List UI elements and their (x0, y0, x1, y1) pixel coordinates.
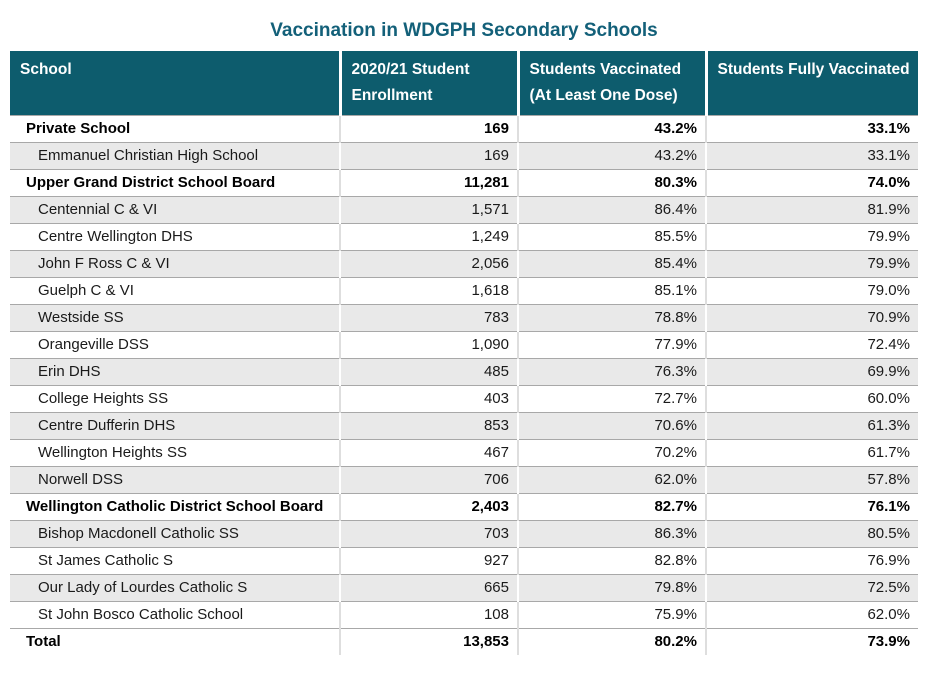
one-dose-cell: 82.8% (518, 547, 706, 574)
table-row (10, 358, 918, 385)
fully-vaccinated-cell: 74.0% (706, 169, 918, 196)
one-dose-cell: 82.7% (518, 493, 706, 520)
header-row (10, 51, 918, 115)
one-dose-cell: 72.7% (518, 385, 706, 412)
school-name-cell: Private School (10, 115, 340, 142)
school-name-cell: Total (10, 628, 340, 655)
school-name-cell: Centre Wellington DHS (10, 223, 340, 250)
table-row (10, 331, 918, 358)
table-row (10, 385, 918, 412)
vaccination-table (10, 51, 918, 655)
table-row (10, 196, 918, 223)
table-row (10, 223, 918, 250)
enrollment-cell: 1,618 (340, 277, 518, 304)
one-dose-cell: 78.8% (518, 304, 706, 331)
one-dose-cell: 79.8% (518, 574, 706, 601)
fully-vaccinated-cell: 33.1% (706, 115, 918, 142)
enrollment-cell: 13,853 (340, 628, 518, 655)
one-dose-cell: 85.4% (518, 250, 706, 277)
enrollment-cell: 853 (340, 412, 518, 439)
column-header: School (10, 51, 340, 115)
enrollment-cell: 1,249 (340, 223, 518, 250)
one-dose-cell: 86.3% (518, 520, 706, 547)
enrollment-cell: 706 (340, 466, 518, 493)
fully-vaccinated-cell: 73.9% (706, 628, 918, 655)
enrollment-cell: 783 (340, 304, 518, 331)
school-name-cell: St John Bosco Catholic School (10, 601, 340, 628)
one-dose-cell: 85.1% (518, 277, 706, 304)
table-header (10, 51, 918, 115)
one-dose-cell: 76.3% (518, 358, 706, 385)
table-body (10, 115, 918, 655)
school-name-cell: Orangeville DSS (10, 331, 340, 358)
table-row (10, 628, 918, 655)
one-dose-cell: 86.4% (518, 196, 706, 223)
enrollment-cell: 403 (340, 385, 518, 412)
school-name-cell: Westside SS (10, 304, 340, 331)
one-dose-cell: 80.3% (518, 169, 706, 196)
page-title: Vaccination in WDGPH Secondary Schools (270, 20, 658, 41)
one-dose-cell: 75.9% (518, 601, 706, 628)
enrollment-cell: 467 (340, 439, 518, 466)
enrollment-cell: 169 (340, 115, 518, 142)
one-dose-cell: 43.2% (518, 142, 706, 169)
fully-vaccinated-cell: 61.7% (706, 439, 918, 466)
school-name-cell: Our Lady of Lourdes Catholic S (10, 574, 340, 601)
school-name-cell: John F Ross C & VI (10, 250, 340, 277)
fully-vaccinated-cell: 80.5% (706, 520, 918, 547)
table-row (10, 169, 918, 196)
one-dose-cell: 70.2% (518, 439, 706, 466)
table-row (10, 412, 918, 439)
enrollment-cell: 11,281 (340, 169, 518, 196)
fully-vaccinated-cell: 57.8% (706, 466, 918, 493)
column-header: Students Fully Vaccinated (706, 51, 918, 115)
fully-vaccinated-cell: 69.9% (706, 358, 918, 385)
enrollment-cell: 1,571 (340, 196, 518, 223)
table-row (10, 493, 918, 520)
enrollment-cell: 485 (340, 358, 518, 385)
school-name-cell: Emmanuel Christian High School (10, 142, 340, 169)
enrollment-cell: 665 (340, 574, 518, 601)
school-name-cell: College Heights SS (10, 385, 340, 412)
enrollment-cell: 169 (340, 142, 518, 169)
school-name-cell: Centennial C & VI (10, 196, 340, 223)
table-row (10, 250, 918, 277)
table-row (10, 466, 918, 493)
one-dose-cell: 43.2% (518, 115, 706, 142)
table-row (10, 574, 918, 601)
fully-vaccinated-cell: 79.0% (706, 277, 918, 304)
one-dose-cell: 80.2% (518, 628, 706, 655)
school-name-cell: Erin DHS (10, 358, 340, 385)
fully-vaccinated-cell: 60.0% (706, 385, 918, 412)
one-dose-cell: 62.0% (518, 466, 706, 493)
enrollment-cell: 1,090 (340, 331, 518, 358)
enrollment-cell: 2,403 (340, 493, 518, 520)
school-name-cell: Wellington Heights SS (10, 439, 340, 466)
fully-vaccinated-cell: 70.9% (706, 304, 918, 331)
table-row (10, 601, 918, 628)
table-row (10, 439, 918, 466)
enrollment-cell: 108 (340, 601, 518, 628)
enrollment-cell: 927 (340, 547, 518, 574)
school-name-cell: Wellington Catholic District School Board (10, 493, 340, 520)
fully-vaccinated-cell: 76.9% (706, 547, 918, 574)
one-dose-cell: 77.9% (518, 331, 706, 358)
fully-vaccinated-cell: 79.9% (706, 223, 918, 250)
school-name-cell: Guelph C & VI (10, 277, 340, 304)
enrollment-cell: 703 (340, 520, 518, 547)
table-row (10, 520, 918, 547)
column-header: Students Vaccinated (At Least One Dose) (518, 51, 706, 115)
fully-vaccinated-cell: 76.1% (706, 493, 918, 520)
school-name-cell: St James Catholic S (10, 547, 340, 574)
school-name-cell: Norwell DSS (10, 466, 340, 493)
one-dose-cell: 70.6% (518, 412, 706, 439)
table-row (10, 142, 918, 169)
table-row (10, 115, 918, 142)
table-row (10, 547, 918, 574)
fully-vaccinated-cell: 61.3% (706, 412, 918, 439)
table-row (10, 304, 918, 331)
fully-vaccinated-cell: 81.9% (706, 196, 918, 223)
school-name-cell: Bishop Macdonell Catholic SS (10, 520, 340, 547)
school-name-cell: Upper Grand District School Board (10, 169, 340, 196)
fully-vaccinated-cell: 33.1% (706, 142, 918, 169)
enrollment-cell: 2,056 (340, 250, 518, 277)
column-header: 2020/21 Student Enrollment (340, 51, 518, 115)
fully-vaccinated-cell: 72.5% (706, 574, 918, 601)
one-dose-cell: 85.5% (518, 223, 706, 250)
fully-vaccinated-cell: 62.0% (706, 601, 918, 628)
fully-vaccinated-cell: 72.4% (706, 331, 918, 358)
school-name-cell: Centre Dufferin DHS (10, 412, 340, 439)
table-row (10, 277, 918, 304)
fully-vaccinated-cell: 79.9% (706, 250, 918, 277)
